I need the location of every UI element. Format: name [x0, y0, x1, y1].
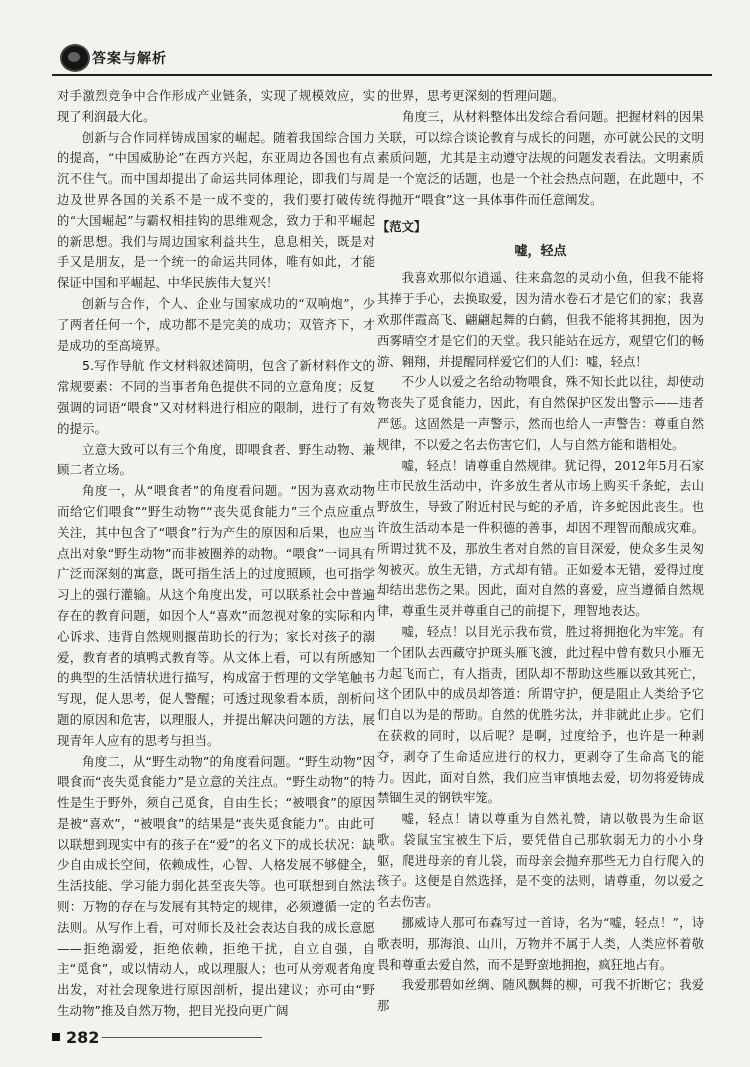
paragraph: 创新与合作，个人、企业与国家成功的“双响炮”，少了两者任何一个，成功都不是完美的成功；双管齐下，才是成功的至高境界。 — [57, 296, 375, 353]
paragraph: 嘘，轻点！请以尊重为自然礼赞，请以敬畏为生命讴歌。袋鼠宝宝被生下后，要凭借自己那软弱无力的小小身躯，爬进母亲的育儿袋，而母亲会抛弃那些无力自行爬入的孩子。这便是自然选择，是不变的法则，请尊重，勿以爱之名去伤害。 — [377, 812, 704, 910]
left-column — [57, 86, 375, 1022]
paragraph: 创新与合作同样铸成国家的崛起。随着我国综合国力的提高，“中国威胁论”在西方兴起，东亚周边各国也有点沉不住气。而中国却提出了命运共同体理论，即我们与周边及世界各国的关系不是一成不变的，我们要打破传统的“大国崛起”与霸权相挂钩的思维观念，致力于和平崛起的新思想。我们与周边国家利益共生，息息相关，既是对手又是朋友，是一个统一的命运共同体，唯有如此，才能保证中国和平崛起、中华民族伟大复兴！ — [57, 130, 375, 291]
right-column — [377, 86, 704, 1017]
paragraph: 嘘，轻点！请尊重自然规律。犹记得，2012年5月石家庄市民放生活动中，许多放生者从市场上购买千条蛇，去山野放生，导致了附近村民与蛇的矛盾，许多蛇因此丧生。也许放生活动本是一件积德的善事，却因不理智而酿成灾难。所谓过犹不及，那放生者对自然的盲目深爱，使众多生灵匆匆被灭。放生无错，方式却有错。正如爱本无错，爱得过度却结出悲伤之果。因此，面对自然的喜爱，应当遵循自然规律，尊重生灵并尊重自己的前提下，理智地表达。 — [377, 458, 704, 619]
paragraph: 5.写作导航 作文材料叙述简明，包含了新材料作文的常规要素：不同的当事者角色提供不同的立意角度；反复强调的词语“喂食”又对材料进行相应的限制，进行了有效的提示。 — [57, 358, 375, 436]
paragraph: 嘘，轻点！以目光示我布赏，胜过将拥抱化为牢笼。有一个团队去西藏守护斑头雁飞渡，此过程中曾有数只小雁无力起飞而亡，有人指责，团队却不帮助这些雁以致其死亡，这个团队中的成员却答道：所谓守护，便是阻止人类给予它们自以为是的帮助。自然的优胜劣汰，并非就此止步。它们在获救的同时，以后呢？是啊，过度给予，也许是一种剥夺，剥夺了生命适应进行的权力，更剥夺了生命高飞的能力。因此，面对自然，我们应当审慎地去爱，切勿将爱铸成禁锢生灵的钢铁牢笼。 — [377, 624, 704, 806]
essay-title: 嘘，轻点 — [514, 243, 567, 259]
paragraph: 角度三，从材料整体出发综合看问题。把握材料的因果关联，可以综合谈论教育与成长的问题，亦可就公民的文明素质问题，尤其是主动遵守法规的问题发表看法。文明素质是一个宽泛的话题，也是一个社会热点问题，在此题中，不得抛开“喂食”这一具体事件而任意阐发。 — [377, 108, 704, 207]
paragraph: 立意大致可以有三个角度，即喂食者、野生动物、兼顾二者立场。 — [57, 441, 375, 478]
header-rule — [52, 74, 712, 76]
paragraph: 角度二，从“野生动物”的角度看问题。“野生动物”因喂食而“丧失觅食能力”是立意的关注点。“野生动物”的特性是生于野外，须自己觅食，自由生长；“被喂食”的原因是被“喜欢”，“被喂食”的结果是“丧失觅食能力”。由此可以联想到现实中有的孩子在“爱”的名义下的成长状况：缺少自由成长空间，依赖成性，心智、人格发展不够健全，生活技能、学习能力弱化甚至丧失等。也可联想到自然法则：万物的存在与发展有其特定的规律，必须遵循一定的法则。从写作上看，可对师长及社会表达自我的成长意愿——拒绝溺爱，拒绝依赖，拒绝干扰，自立自强，自主“觅食”，或以情动人，或以理服人；也可从旁观者角度出发，对社会现象进行原因剖析，提出建议；亦可由“野生动物”推及自然万物，把目光投向更广阔 — [57, 753, 375, 1019]
footer-rule — [102, 1037, 262, 1038]
header-title: 答案与解析 — [92, 51, 167, 67]
paragraph: 的世界，思考更深刻的哲理问题。 — [377, 88, 565, 103]
paragraph: 不少人以爱之名给动物喂食，殊不知长此以往，却使动物丧失了觅食能力，因此，有自然保护区发出警示——违者严惩。这固然是一声警示，然而也给人一声警告：尊重自然规律，不以爱之名去伤害它们，人与自然方能和谐相处。 — [377, 375, 704, 452]
book-logo-icon — [60, 44, 90, 72]
model-essay-tag: 【范文】 — [377, 219, 427, 234]
footer-marker — [52, 1033, 60, 1041]
page-header — [52, 36, 712, 76]
paragraph: 对手激烈竞争中合作形成产业链条，实现了规模效应，实现了利润最大化。 — [57, 89, 375, 124]
paragraph: 挪威诗人那可布森写过一首诗，名为“嘘，轻点！”，诗歌表明，那海浪、山川，万物并不属于人类，人类应怀着敬畏和尊重去爱自然，而不是野蛮地拥抱，疯狂地占有。 — [377, 916, 704, 972]
paragraph: 我爱那碧如丝绸、随风飘舞的柳，可我不折断它；我爱那 — [377, 978, 704, 1014]
paragraph: 我喜欢那似尔逍遥、往来翕忽的灵动小鱼，但我不能将其捧于手心，去换取爱，因为清水卷石才是它们的家；我喜欢那伴霞高飞、翩翩起舞的白鹤，但我不能将其拥抱，因为西雾晴空才是它们的天堂。我只能站在远方，观望它们的畅游、翱翔，并提醒同样爱它们的人们：嘘，轻点！ — [377, 271, 704, 369]
page-number: 282 — [66, 1028, 100, 1047]
paragraph: 角度一，从“喂食者”的角度看问题。“因为喜欢动物而给它们喂食”“野生动物”“丧失觅食能力”三个点应重点关注，其中包含了“喂食”行为产生的原因和后果，也应当点出对象“野生动物”而非被圈养的动物。“喂食”一词具有广泛而深刻的寓意，既可指生活上的过度照顾，也可指学习上的强行灌输。从这个角度出发，可以联系社会中普遍存在的教育问题，如因个人“喜欢”而忽视对象的实际和内心诉求、违背自然规则揠苗助长的行为；家长对孩子的溺爱，教育者的填鸭式教育等。从文体上看，可以有所感知的典型的生活情状进行描写，构成富于哲理的文学笔触书写现，促人思考，促人警醒；可透过现象看本质，剖析问题的原因和危害，以理服人，并提出解决问题的方法，展现青年人应有的思考与担当。 — [57, 483, 375, 748]
